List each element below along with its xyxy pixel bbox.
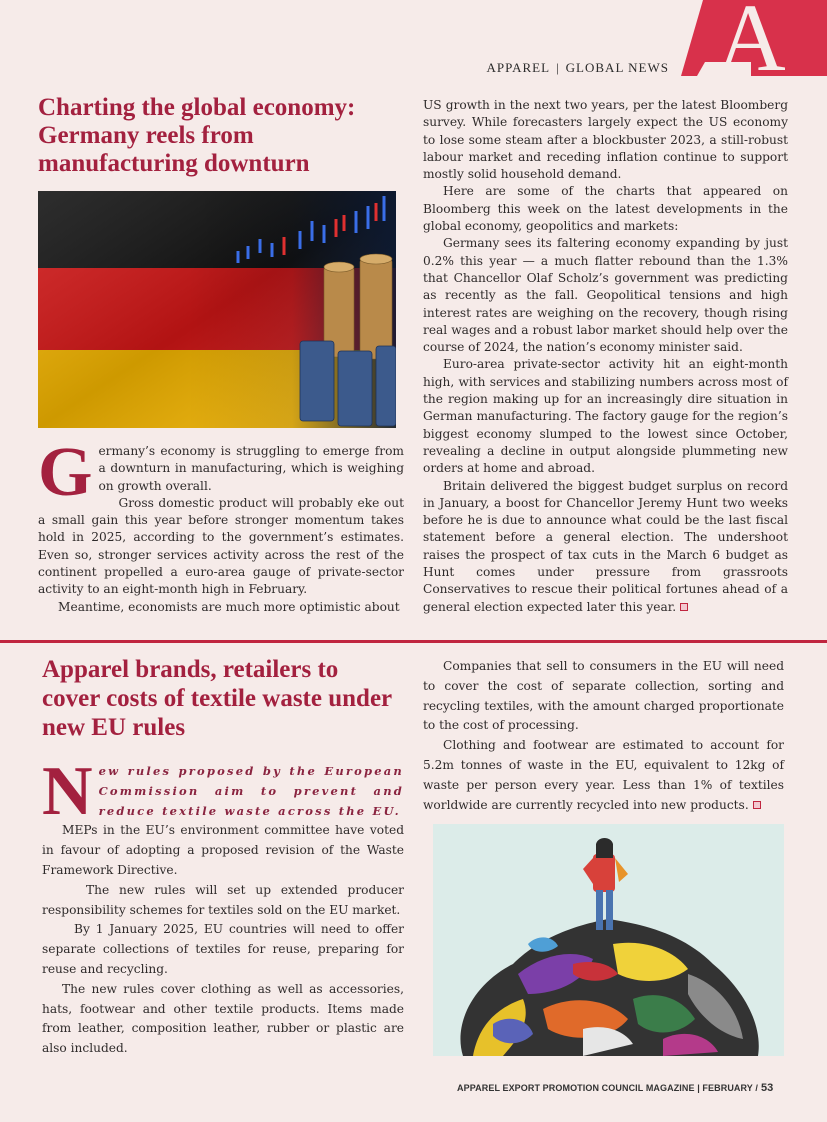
article1-lead: ermany’s economy is struggling to emerge from a downturn in manufacturing, which is weighing on growth overall.	[98, 444, 404, 493]
footer-text: APPAREL EXPORT PROMOTION COUNCIL MAGAZINE | FEBRUARY /	[457, 1083, 758, 1093]
article1-headline: Charting the global economy: Germany reels from manufacturing downturn	[38, 94, 356, 177]
section-separator: |	[556, 60, 560, 75]
end-mark-icon	[753, 801, 761, 809]
article2-last-paragraph	[423, 736, 784, 815]
article2-paragraph: Companies that sell to consumers in the EU will need to cover the cost of separate collection, sorting and recycling textiles, with the amount charged proportionate to the cost of processing.	[423, 659, 784, 733]
article1-continuation: US growth in the next two years, per the latest Bloomberg survey. While forecasters largely expect the US economy to lose some steam after a blockbuster 2023, a still-robust labour market and receding inflation continue to support mostly solid household demand.	[423, 98, 788, 182]
article1-paragraph: Euro-area private-sector activity hit an eight-month high, with services and stabilizing numbers across most of the region making up for an increasingly dire situation in German manufacturing. The factory gauge for the region’s biggest economy slumped to the lowest since October, revealing a decline in output alongside plummeting new orders at home and abroad.	[423, 357, 788, 476]
clothing-pile-illustration	[433, 824, 784, 1056]
article2-last-text: Clothing and footwear are estimated to account for 5.2m tonnes of waste in the EU, equivalent to 12kg of waste per person every year. Less than 1% of textiles worldwide are currently recycled into new products.	[423, 738, 784, 812]
article1-paragraph: Here are some of the charts that appeared on Bloomberg this week on the latest developments in the global economy, geopolitics and markets:	[423, 184, 788, 234]
article2-right-column	[423, 657, 784, 815]
article1-paragraph: Germany sees its faltering economy expanding by just 0.2% this year — a much flatter rebound than the 1.3% that Chancellor Olaf Scholz’s government was predicting as recently as the fall. Geopolitical tensions and high interest rates are weighing on the recovery, though rising real wages and a robust labor market should help over the course of 2024, the nation’s economy minister said.	[423, 236, 788, 355]
page-footer	[457, 1082, 773, 1094]
section-name: APPAREL	[486, 60, 551, 75]
article2-paragraph: The new rules will set up extended producer responsibility schemes for textiles sold on the EU market.	[42, 882, 404, 917]
german-flag-photo	[38, 191, 396, 428]
article1-paragraph: Gross domestic product will probably eke out a small gain this year before stronger momentum takes hold in 2025, according to the government’s estimates. Even so, stronger services activity across the rest of the continent propelled a euro-area gauge of private-sector activity to an eight-month high in February.	[38, 495, 404, 597]
article1-left-column	[38, 434, 404, 616]
article1-dropcap: G	[38, 434, 93, 511]
article2-headline: Apparel brands, retailers to cover costs of textile waste under new EU rules	[42, 656, 392, 741]
logo-letter: A	[716, 0, 786, 76]
article2-paragraph: MEPs in the EU’s environment committee have voted in favour of adopting a proposed revision of the Waste Framework Directive.	[42, 823, 404, 877]
article1-last-paragraph	[423, 478, 788, 616]
subsection-name: GLOBAL NEWS	[565, 60, 669, 75]
page-number: 53	[760, 1082, 774, 1094]
end-mark-icon	[680, 603, 688, 611]
article2-left-column	[42, 753, 404, 1059]
section-divider	[0, 640, 827, 643]
article2-paragraph: By 1 January 2025, EU countries will need to offer separate collections of textiles for reuse, preparing for reuse and recycling.	[42, 922, 404, 976]
article1-paragraph: Meantime, economists are much more optimistic about	[58, 599, 400, 614]
article2-paragraph: The new rules cover clothing as well as accessories, hats, footwear and other textile products. Items made from leather, composition leather, rubber or plastic are also included.	[42, 981, 404, 1056]
article1-right-column	[423, 97, 788, 616]
section-label	[486, 60, 669, 76]
article2-dropcap: N	[42, 753, 93, 830]
article2-lead: ew rules proposed by the European Commission aim to prevent and reduce textile waste across the EU.	[98, 764, 404, 818]
section-logo	[677, 0, 827, 76]
article1-last-text: Britain delivered the biggest budget surplus on record in January, a boost for Chancellor Jeremy Hunt two weeks before he is due to announce what could be the last fiscal statement before a general election. The undershoot raises the prospect of tax cuts in the March 6 budget as Hunt comes under pressure from grassroots Conservatives to rescue their political fortunes ahead of a general election expected later this year.	[423, 478, 788, 614]
